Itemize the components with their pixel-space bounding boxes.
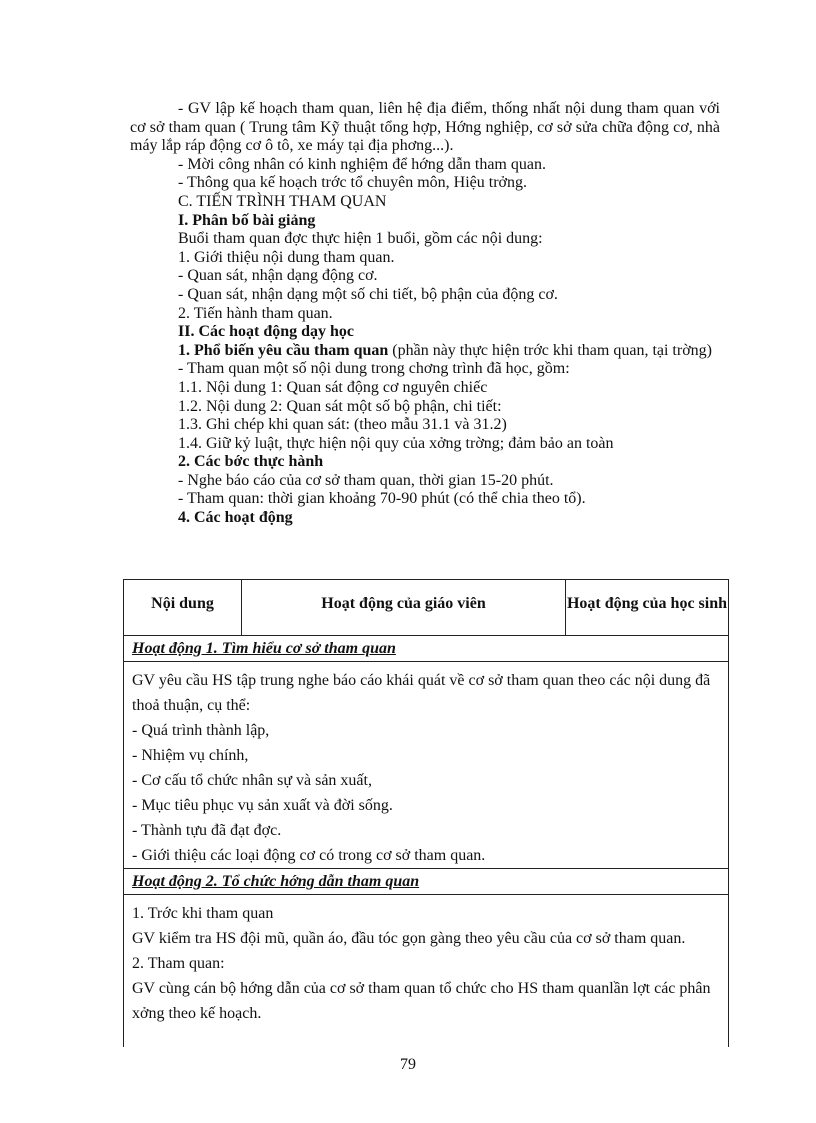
part2-line: 1.4. Giữ kỷ luật, thực hiện nội quy của xởng trờng; đảm bảo an toàn	[178, 434, 614, 452]
activity-1-line: - Mục tiêu phục vụ sản xuất và đời sống.	[132, 797, 393, 814]
activity-1-line: GV yêu cầu HS tập trung nghe báo cáo khái quát về cơ sở tham quan theo các nội dung đã thoả thuận, cụ thể:	[132, 672, 711, 714]
activity-1-line: - Thành tựu đã đạt đợc.	[132, 822, 282, 839]
part2-line: - Tham quan một số nội dung trong chơng trình đã học, gồm:	[178, 360, 570, 378]
activity-2-line: 2. Tham quan:	[132, 955, 225, 972]
part2-sub4: 4. Các hoạt động	[178, 509, 293, 527]
part1-line: 1. Giới thiệu nội dung tham quan.	[178, 248, 395, 266]
section-c-heading: C. TIẾN TRÌNH THAM QUAN	[178, 192, 387, 210]
activity-1-line: - Cơ cấu tổ chức nhân sự và sản xuất,	[132, 772, 372, 789]
activity-2-line: GV kiểm tra HS đội mũ, quần áo, đầu tóc gọn gàng theo yêu cầu của cơ sở tham quan.	[132, 930, 686, 947]
part2-line2: - Nghe báo cáo của cơ sở tham quan, thời gian 15-20 phút.	[178, 471, 554, 489]
activity-1-title: Hoạt động 1. Tìm hiểu cơ sở tham quan	[124, 636, 728, 662]
page-number: 79	[400, 1056, 416, 1073]
intro-paragraph-1: - GV lập kế hoạch tham quan, liên hệ địa điểm, thống nhất nội dung tham quan với cơ sở tham quan ( Trung tâm Kỹ thuật tổng hợp, Hớng nghiệp, cơ sở sửa chữa động cơ, nhà máy lắp ráp động cơ ô tô, xe máy tại địa phơng...).	[130, 100, 720, 155]
part2-sub1	[130, 342, 720, 361]
table-header-row	[124, 580, 728, 636]
prose-section	[130, 100, 720, 528]
part1-line: 2. Tiến hành tham quan.	[178, 304, 333, 322]
part2-line: 1.2. Nội dung 2: Quan sát một số bộ phận, chi tiết:	[178, 397, 502, 415]
header-teacher-activity: Hoạt động của giáo viên	[242, 580, 566, 635]
part1-line: - Quan sát, nhận dạng động cơ.	[178, 267, 378, 285]
activity-2-line: 1. Trớc khi tham quan	[132, 905, 274, 922]
activities-table	[123, 579, 729, 1047]
part2-line: 1.3. Ghi chép khi quan sát: (theo mẫu 31.1 và 31.2)	[178, 416, 507, 434]
activity-1-line: - Nhiệm vụ chính,	[132, 747, 249, 764]
activity-1-line: - Giới thiệu các loại động cơ có trong cơ sở tham quan.	[132, 847, 486, 864]
part2-sub2: 2. Các bớc thực hành	[178, 453, 324, 471]
part2-heading: II. Các hoạt động dạy học	[178, 323, 355, 341]
part2-line: 1.1. Nội dung 1: Quan sát động cơ nguyên chiếc	[178, 378, 488, 396]
activity-2-line: GV cùng cán bộ hớng dẫn của cơ sở tham quan tổ chức cho HS tham quanlần lợt các phân xởng theo kế hoạch.	[132, 980, 711, 1022]
part1-line: - Quan sát, nhận dạng một số chi tiết, bộ phận của động cơ.	[178, 285, 558, 303]
part2-sub1-bold: 1. Phổ biến yêu cầu tham quan	[178, 341, 389, 359]
intro-paragraph-2: - Mời công nhân có kinh nghiệm để hớng dẫn tham quan.	[178, 155, 546, 173]
header-content: Nội dung	[124, 580, 242, 635]
activity-2-body	[124, 895, 728, 1026]
activity-1-body	[124, 662, 728, 869]
intro-paragraph-3: - Thông qua kế hoạch trớc tổ chuyên môn, Hiệu trởng.	[178, 174, 527, 192]
activity-1-line: - Quá trình thành lập,	[132, 722, 270, 739]
header-student-activity: Hoạt động của học sinh	[566, 595, 728, 612]
part1-heading: I. Phân bố bài giảng	[178, 211, 316, 229]
part2-sub1-rest: (phần này thực hiện trớc khi tham quan, tại trờng)	[388, 341, 712, 359]
activity-2-title: Hoạt động 2. Tổ chức hớng dẫn tham quan	[124, 869, 728, 895]
part2-line2: - Tham quan: thời gian khoảng 70-90 phút (có thể chia theo tổ).	[178, 490, 586, 508]
part1-line: Buổi tham quan đợc thực hiện 1 buổi, gồm các nội dung:	[178, 230, 543, 248]
